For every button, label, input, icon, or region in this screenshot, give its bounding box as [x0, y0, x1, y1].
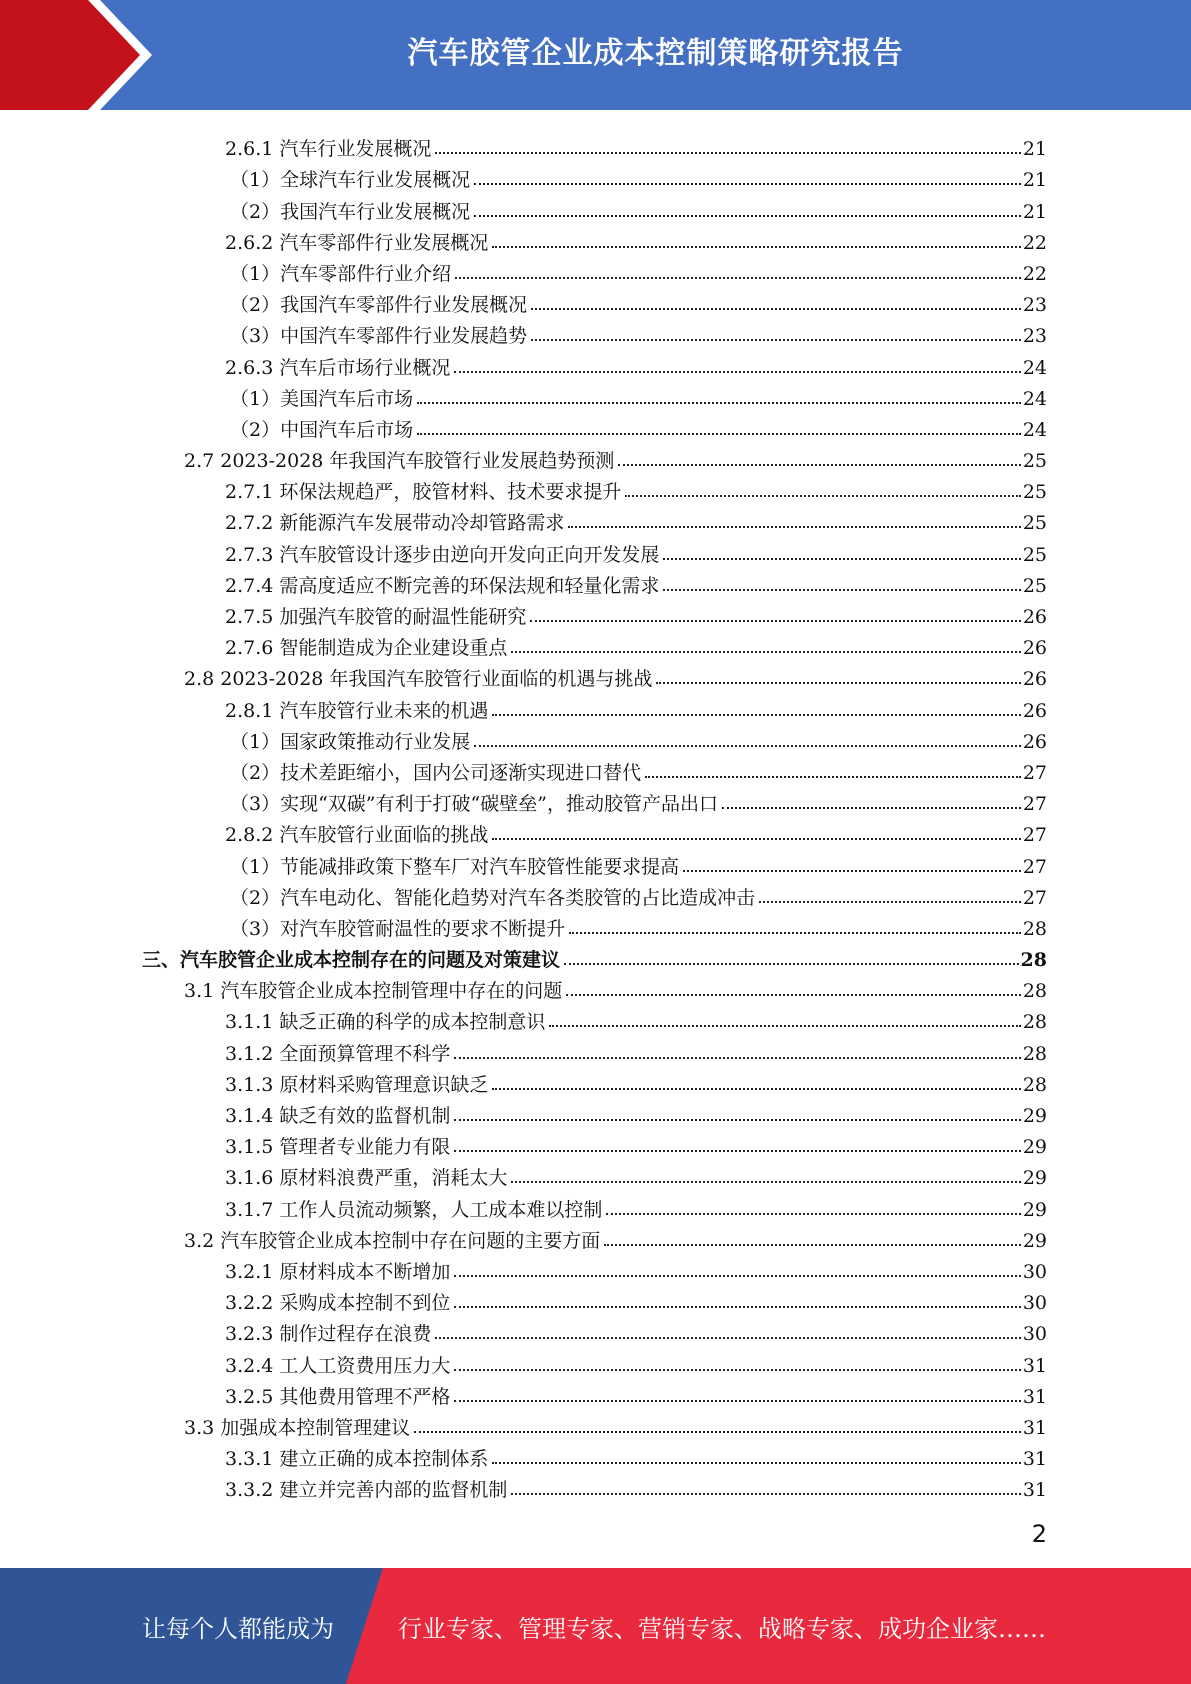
toc-dot-leader — [474, 183, 1021, 185]
toc-entry-page: 30 — [1022, 1260, 1047, 1283]
toc-dot-leader — [625, 495, 1020, 497]
toc-entry[interactable] — [0, 253, 1191, 284]
toc-entry[interactable] — [0, 533, 1191, 564]
toc-entry-page: 27 — [1022, 855, 1047, 878]
toc-entry-label: （1）国家政策推动行业发展 — [230, 730, 471, 753]
toc-entry-page: 25 — [1022, 450, 1047, 473]
toc-entry[interactable] — [0, 783, 1191, 814]
toc-dot-leader — [435, 1337, 1020, 1339]
toc-dot-leader — [454, 1057, 1020, 1059]
toc-entry[interactable] — [0, 1188, 1191, 1219]
toc-dot-leader — [492, 838, 1020, 840]
toc-entry[interactable] — [0, 877, 1191, 908]
toc-entry[interactable] — [0, 315, 1191, 346]
toc-entry-label: 3.1.1 缺乏正确的科学的成本控制意识 — [225, 1011, 546, 1034]
toc-entry[interactable] — [0, 1376, 1191, 1407]
toc-dot-leader — [656, 682, 1020, 684]
toc-entry-page: 30 — [1022, 1323, 1047, 1346]
toc-entry[interactable] — [0, 1032, 1191, 1063]
toc-entry-label: 3.2.3 制作过程存在浪费 — [225, 1323, 432, 1346]
toc-entry-page: 21 — [1022, 200, 1047, 223]
toc-entry-label: （1）汽车零部件行业介绍 — [230, 262, 452, 285]
toc-entry-page: 21 — [1022, 169, 1047, 192]
toc-entry-label: （2）汽车电动化、智能化趋势对汽车各类胶管的占比造成冲击 — [230, 886, 756, 909]
footer-slogan-left: 让每个人都能成为 — [142, 1614, 334, 1643]
toc-entry-label: 2.7.5 加强汽车胶管的耐温性能研究 — [225, 606, 527, 628]
toc-entry-label: （3）中国汽车零部件行业发展趋势 — [230, 325, 528, 348]
toc-entry-page: 27 — [1022, 793, 1047, 816]
report-title: 汽车胶管企业成本控制策略研究报告 — [407, 36, 904, 71]
toc-entry-page: 24 — [1022, 356, 1047, 379]
toc-entry-label: 3.1.2 全面预算管理不科学 — [225, 1042, 451, 1065]
toc-entry-label: （2）我国汽车行业发展概况 — [230, 200, 471, 223]
toc-entry-page: 23 — [1022, 294, 1047, 317]
toc-entry-label: 三、汽车胶管企业成本控制存在的问题及对策建议 — [142, 949, 561, 972]
toc-entry-page: 28 — [1022, 917, 1047, 940]
toc-entry-page: 28 — [1022, 1042, 1047, 1065]
toc-entry-page: 29 — [1022, 1105, 1047, 1127]
toc-entry-label: 3.2.4 工人工资费用压力大 — [225, 1354, 451, 1377]
toc-entry[interactable] — [0, 658, 1191, 689]
toc-entry[interactable] — [0, 1282, 1191, 1313]
toc-entry-page: 27 — [1022, 824, 1047, 847]
toc-dot-leader — [663, 589, 1020, 591]
toc-entry-label: （1）节能减排政策下整车厂对汽车胶管性能要求提高 — [230, 855, 680, 878]
toc-entry-label: （1）全球汽车行业发展概况 — [230, 169, 471, 192]
toc-entry-label: 2.7 2023-2028 年我国汽车胶管行业发展趋势预测 — [184, 450, 615, 473]
toc-entry[interactable] — [0, 1313, 1191, 1344]
toc-entry-label: （2）中国汽车后市场 — [230, 418, 414, 441]
toc-dot-leader — [492, 1088, 1020, 1090]
toc-entry-page: 29 — [1022, 1167, 1047, 1190]
toc-entry[interactable] — [0, 1344, 1191, 1375]
toc-entry[interactable] — [0, 502, 1191, 533]
toc-dot-leader — [511, 651, 1020, 653]
toc-entry-page: 25 — [1022, 543, 1047, 566]
toc-entry[interactable] — [0, 1469, 1191, 1500]
toc-dot-leader — [414, 1431, 1021, 1433]
toc-entry-page: 28 — [1020, 949, 1047, 972]
toc-entry-page: 25 — [1022, 481, 1047, 504]
toc-entry[interactable] — [0, 1407, 1191, 1438]
toc-entry-page: 30 — [1022, 1292, 1047, 1315]
toc-entry-page: 26 — [1022, 668, 1047, 691]
toc-entry[interactable] — [0, 346, 1191, 377]
toc-dot-leader — [759, 901, 1021, 903]
toc-entry-page: 23 — [1022, 325, 1047, 348]
toc-entry-page: 29 — [1022, 1136, 1047, 1159]
toc-entry[interactable] — [0, 284, 1191, 315]
toc-entry[interactable] — [0, 845, 1191, 876]
toc-entry-page: 31 — [1022, 1448, 1047, 1471]
toc-entry-page: 26 — [1022, 606, 1047, 628]
toc-entry[interactable] — [0, 190, 1191, 221]
toc-dot-leader — [474, 215, 1021, 217]
toc-entry-label: 3.3 加强成本控制管理建议 — [184, 1416, 411, 1439]
toc-entry[interactable] — [0, 752, 1191, 783]
toc-entry[interactable] — [0, 222, 1191, 253]
toc-dot-leader — [454, 1369, 1020, 1371]
page-footer — [0, 1568, 1191, 1684]
toc-entry-label: 3.1.6 原材料浪费严重，消耗太大 — [225, 1167, 508, 1190]
toc-entry-label: 3.1.7 工作人员流动频繁，人工成本难以控制 — [225, 1198, 603, 1221]
toc-entry-page: 24 — [1022, 387, 1047, 410]
toc-entry-page: 29 — [1022, 1198, 1047, 1221]
toc-dot-leader — [492, 1462, 1020, 1464]
toc-entry-page: 25 — [1022, 574, 1047, 597]
toc-dot-leader — [511, 1181, 1020, 1183]
toc-entry[interactable] — [0, 471, 1191, 502]
toc-dot-leader — [530, 620, 1020, 622]
toc-entry[interactable] — [0, 721, 1191, 752]
toc-entry-label: 3.2.5 其他费用管理不严格 — [225, 1385, 451, 1408]
toc-entry-label: 2.7.1 环保法规趋严，胶管材料、技术要求提升 — [225, 481, 622, 504]
toc-entry-label: 3.3.1 建立正确的成本控制体系 — [225, 1448, 489, 1471]
toc-entry-label: 3.1 汽车胶管企业成本控制管理中存在的问题 — [184, 980, 563, 1003]
toc-entry-label: 3.3.2 建立并完善内部的监督机制 — [225, 1479, 508, 1502]
toc-entry-page: 24 — [1022, 418, 1047, 441]
toc-entry-page: 28 — [1022, 1073, 1047, 1096]
toc-entry[interactable] — [0, 908, 1191, 939]
toc-dot-leader — [549, 1025, 1020, 1027]
toc-dot-leader — [492, 714, 1020, 716]
toc-entry-page: 22 — [1022, 262, 1047, 285]
toc-dot-leader — [454, 1119, 1020, 1121]
toc-entry-label: 2.6.2 汽车零部件行业发展概况 — [225, 231, 489, 254]
toc-entry-label: 2.6.1 汽车行业发展概况 — [225, 138, 432, 161]
toc-dot-leader — [474, 745, 1021, 747]
toc-entry[interactable] — [0, 565, 1191, 596]
toc-entry-page: 27 — [1022, 761, 1047, 784]
toc-entry[interactable] — [0, 128, 1191, 159]
toc-entry[interactable] — [0, 1001, 1191, 1032]
toc-entry-page: 28 — [1022, 980, 1047, 1003]
toc-dot-leader — [645, 776, 1021, 778]
toc-entry-page: 21 — [1022, 138, 1047, 161]
toc-entry[interactable] — [0, 596, 1191, 627]
toc-entry[interactable] — [0, 627, 1191, 658]
toc-entry[interactable] — [0, 378, 1191, 409]
toc-entry-label: （2）技术差距缩小，国内公司逐渐实现进口替代 — [230, 761, 642, 784]
toc-dot-leader — [663, 558, 1020, 560]
toc-entry[interactable] — [0, 440, 1191, 471]
toc-dot-leader — [417, 433, 1021, 435]
toc-entry-page: 27 — [1022, 886, 1047, 909]
toc-entry-page: 22 — [1022, 231, 1047, 254]
toc-entry-label: 3.1.5 管理者专业能力有限 — [225, 1136, 451, 1159]
toc-entry-label: 2.7.6 智能制造成为企业建设重点 — [225, 637, 508, 660]
toc-dot-leader — [511, 1493, 1020, 1495]
toc-entry[interactable] — [0, 1220, 1191, 1251]
toc-entry-page: 26 — [1022, 637, 1047, 660]
toc-dot-leader — [492, 246, 1020, 248]
toc-dot-leader — [604, 1244, 1021, 1246]
toc-dot-leader — [454, 1306, 1020, 1308]
toc-entry-label: 2.7.3 汽车胶管设计逐步由逆向开发向正向开发发展 — [225, 543, 660, 566]
page-number: 2 — [1031, 1520, 1047, 1548]
footer-slogan-right: 行业专家、管理专家、营销专家、战略专家、成功企业家…… — [398, 1614, 1046, 1643]
toc-entry-label: 3.1.3 原材料采购管理意识缺乏 — [225, 1073, 489, 1096]
toc-dot-leader — [454, 1275, 1020, 1277]
toc-entry-label: 2.8 2023-2028 年我国汽车胶管行业面临的机遇与挑战 — [184, 668, 653, 691]
toc-entry[interactable] — [0, 1251, 1191, 1282]
toc-entry[interactable] — [0, 970, 1191, 1001]
toc-entry-label: 2.8.1 汽车胶管行业未来的机遇 — [225, 699, 489, 722]
toc-dot-leader — [566, 994, 1021, 996]
toc-entry[interactable] — [0, 1157, 1191, 1188]
toc-entry-label: 3.1.4 缺乏有效的监督机制 — [225, 1105, 451, 1127]
toc-entry-label: （2）我国汽车零部件行业发展概况 — [230, 294, 528, 317]
toc-dot-leader — [435, 152, 1020, 154]
table-of-contents — [0, 128, 1191, 1500]
toc-entry[interactable] — [0, 1126, 1191, 1157]
toc-entry-page: 28 — [1022, 1011, 1047, 1034]
toc-entry-label: （1）美国汽车后市场 — [230, 387, 414, 410]
toc-entry-page: 26 — [1022, 730, 1047, 753]
toc-entry-page: 31 — [1022, 1354, 1047, 1377]
toc-entry-label: 3.2.1 原材料成本不断增加 — [225, 1260, 451, 1283]
toc-entry-page: 31 — [1022, 1385, 1047, 1408]
toc-entry[interactable] — [0, 409, 1191, 440]
toc-entry-label: 2.7.2 新能源汽车发展带动冷却管路需求 — [225, 512, 565, 535]
toc-dot-leader — [454, 1400, 1020, 1402]
toc-dot-leader — [564, 963, 1019, 965]
toc-dot-leader — [618, 464, 1020, 466]
toc-entry[interactable] — [0, 814, 1191, 845]
toc-dot-leader — [606, 1213, 1020, 1215]
toc-entry-page: 25 — [1022, 512, 1047, 535]
toc-entry-label: 2.6.3 汽车后市场行业概况 — [225, 356, 451, 379]
toc-dot-leader — [454, 1150, 1020, 1152]
page-header — [0, 0, 1191, 110]
toc-entry[interactable] — [0, 159, 1191, 190]
toc-entry[interactable] — [0, 1438, 1191, 1469]
toc-dot-leader — [531, 339, 1021, 341]
toc-entry[interactable] — [0, 939, 1191, 970]
toc-entry-page: 29 — [1022, 1229, 1047, 1252]
toc-dot-leader — [722, 807, 1021, 809]
toc-dot-leader — [531, 308, 1021, 310]
toc-entry-page: 31 — [1022, 1479, 1047, 1502]
toc-dot-leader — [455, 277, 1021, 279]
toc-entry-label: 2.7.4 需高度适应不断完善的环保法规和轻量化需求 — [225, 574, 660, 597]
toc-entry-label: （3）实现“双碳”有利于打破“碳壁垒”，推动胶管产品出口 — [230, 793, 718, 816]
toc-entry[interactable] — [0, 1064, 1191, 1095]
toc-entry-label: 2.8.2 汽车胶管行业面临的挑战 — [225, 824, 489, 847]
toc-dot-leader — [417, 402, 1021, 404]
toc-entry[interactable] — [0, 1095, 1191, 1126]
toc-entry-page: 26 — [1022, 699, 1047, 722]
toc-dot-leader — [569, 932, 1021, 934]
toc-entry-label: （3）对汽车胶管耐温性的要求不断提升 — [230, 917, 566, 940]
toc-entry-page: 31 — [1022, 1416, 1047, 1439]
toc-entry-label: 3.2 汽车胶管企业成本控制中存在问题的主要方面 — [184, 1229, 601, 1252]
toc-dot-leader — [568, 526, 1020, 528]
toc-dot-leader — [454, 371, 1020, 373]
toc-entry[interactable] — [0, 689, 1191, 720]
toc-entry-label: 3.2.2 采购成本控制不到位 — [225, 1292, 451, 1315]
toc-dot-leader — [683, 870, 1021, 872]
